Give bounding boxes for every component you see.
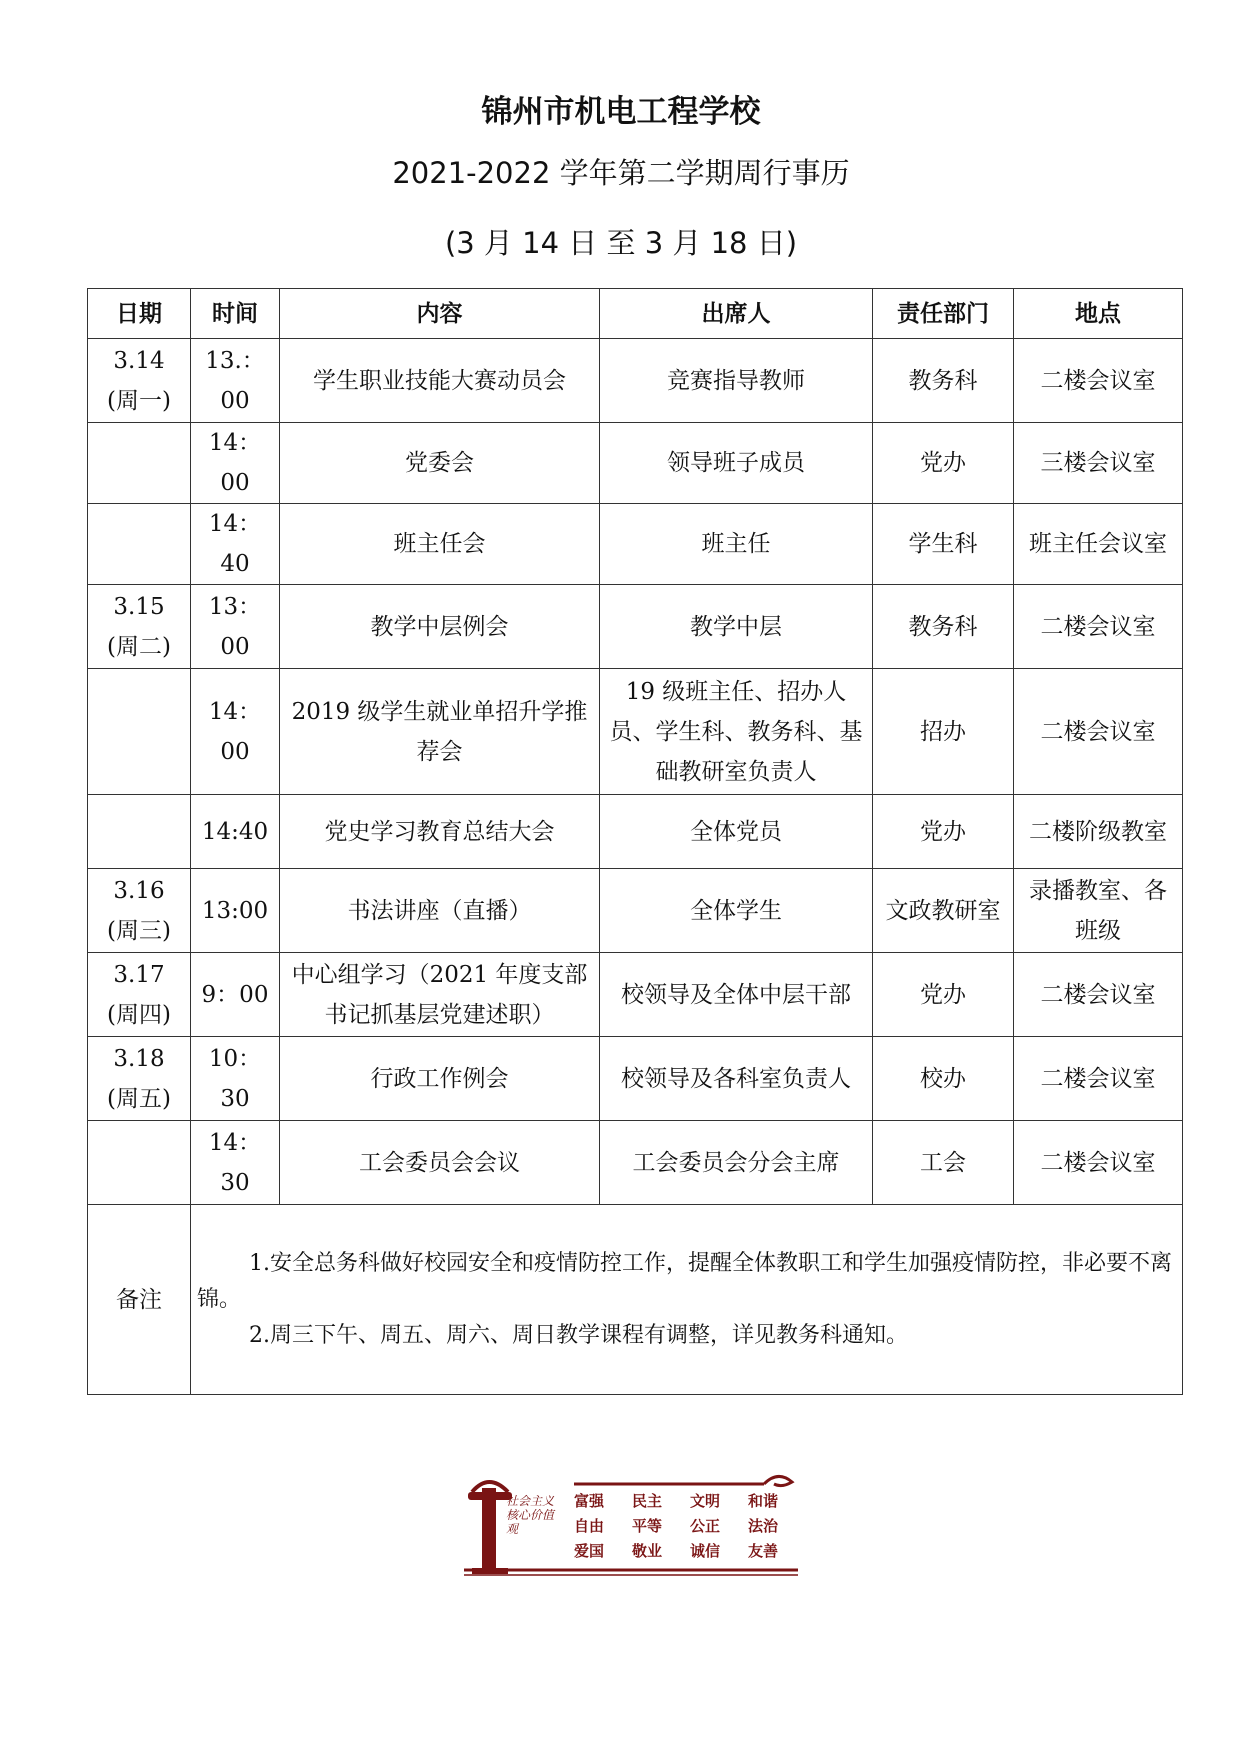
time-cell: 14：00: [191, 669, 280, 795]
table-row: [88, 585, 1183, 669]
table-row: [88, 1037, 1183, 1121]
place-cell: 三楼会议室: [1014, 423, 1183, 504]
remarks-label: 备注: [88, 1205, 191, 1395]
remarks-row: [88, 1205, 1183, 1395]
attendees-cell: 19 级班主任、招办人员、学生科、教务科、基础教研室负责人: [600, 669, 873, 795]
time-cell: 13.：00: [191, 339, 280, 423]
dept-cell: 校办: [873, 1037, 1014, 1121]
core-value: 和谐: [748, 1492, 779, 1510]
core-value: 友善: [748, 1542, 779, 1560]
table-row: [88, 339, 1183, 423]
dept-cell: 文政教研室: [873, 869, 1014, 953]
weekday-value: (周二): [107, 633, 171, 660]
school-name: 锦州市机电工程学校: [481, 94, 761, 130]
date-value: 3.17: [113, 961, 165, 988]
core-value: 富强: [574, 1492, 605, 1510]
content-cell: 书法讲座（直播）: [280, 869, 600, 953]
date-cell: [88, 795, 191, 869]
remarks-content: [191, 1205, 1183, 1395]
attendees-cell: 全体学生: [600, 869, 873, 953]
place-cell: 二楼会议室: [1014, 585, 1183, 669]
core-value: 爱国: [574, 1542, 605, 1560]
weekly-schedule-table: [87, 288, 1183, 1395]
place-cell: 二楼阶级教室: [1014, 795, 1183, 869]
date-cell: [88, 869, 191, 953]
weekday-value: (周四): [107, 1001, 171, 1028]
content-cell: 教学中层例会: [280, 585, 600, 669]
table-row: [88, 869, 1183, 953]
time-cell: 14：40: [191, 504, 280, 585]
table-header-row: [88, 289, 1183, 339]
col-header-time: 时间: [191, 289, 280, 339]
content-cell: 学生职业技能大赛动员会: [280, 339, 600, 423]
dept-cell: 招办: [873, 669, 1014, 795]
time-cell: 14:40: [191, 795, 280, 869]
dept-cell: 学生科: [873, 504, 1014, 585]
table-row: [88, 423, 1183, 504]
content-cell: 中心组学习（2021 年度支部书记抓基层党建述职）: [280, 953, 600, 1037]
content-cell: 2019 级学生就业单招升学推荐会: [280, 669, 600, 795]
dept-cell: 党办: [873, 795, 1014, 869]
table-row: [88, 953, 1183, 1037]
col-header-dept: 责任部门: [873, 289, 1014, 339]
dept-cell: 教务科: [873, 339, 1014, 423]
emblem-slogan: 社会主义核心价值观: [506, 1494, 555, 1536]
date-cell: [88, 669, 191, 795]
place-cell: 二楼会议室: [1014, 1037, 1183, 1121]
place-cell: 班主任会议室: [1014, 504, 1183, 585]
calendar-title: 2021-2022 学年第二学期周行事历: [392, 156, 850, 190]
dept-cell: 教务科: [873, 585, 1014, 669]
content-cell: 党委会: [280, 423, 600, 504]
core-value: 自由: [574, 1517, 605, 1535]
col-header-attendees: 出席人: [600, 289, 873, 339]
table-row: [88, 795, 1183, 869]
content-cell: 工会委员会会议: [280, 1121, 600, 1205]
attendees-cell: 班主任: [600, 504, 873, 585]
attendees-cell: 领导班子成员: [600, 423, 873, 504]
content-cell: 班主任会: [280, 504, 600, 585]
place-cell: 二楼会议室: [1014, 339, 1183, 423]
date-cell: [88, 585, 191, 669]
attendees-cell: 全体党员: [600, 795, 873, 869]
date-range: (3 月 14 日 至 3 月 18 日): [444, 226, 798, 260]
attendees-cell: 工会委员会分会主席: [600, 1121, 873, 1205]
table-row: [88, 504, 1183, 585]
col-header-place: 地点: [1014, 289, 1183, 339]
content-cell: 行政工作例会: [280, 1037, 600, 1121]
date-value: 3.16: [113, 877, 165, 904]
dept-cell: 党办: [873, 423, 1014, 504]
place-cell: 二楼会议室: [1014, 953, 1183, 1037]
weekday-value: (周五): [107, 1085, 171, 1112]
date-cell: [88, 423, 191, 504]
date-cell: [88, 1121, 191, 1205]
table-row: [88, 1121, 1183, 1205]
attendees-cell: 教学中层: [600, 585, 873, 669]
col-header-date: 日期: [88, 289, 191, 339]
core-value: 文明: [690, 1492, 721, 1510]
date-cell: [88, 953, 191, 1037]
date-cell: [88, 1037, 191, 1121]
time-cell: 14：30: [191, 1121, 280, 1205]
core-value: 公正: [690, 1517, 721, 1535]
core-values-grid: [574, 1490, 806, 1561]
core-value: 民主: [632, 1492, 663, 1510]
date-cell: [88, 339, 191, 423]
time-cell: 13：00: [191, 585, 280, 669]
core-values-emblem: [464, 1462, 798, 1577]
core-value: 敬业: [632, 1542, 663, 1560]
core-value: 法治: [748, 1517, 779, 1535]
remark-item: 2.周三下午、周五、周六、周日教学课程有调整，详见教务科通知。: [249, 1322, 908, 1348]
date-value: 3.15: [113, 593, 165, 620]
dept-cell: 党办: [873, 953, 1014, 1037]
time-cell: 13:00: [191, 869, 280, 953]
remark-item: 1.安全总务科做好校园安全和疫情防控工作，提醒全体教职工和学生加强疫情防控，非必要不离锦。: [197, 1250, 1172, 1312]
place-cell: 录播教室、各班级: [1014, 869, 1183, 953]
time-cell: 9：00: [191, 953, 280, 1037]
core-value: 诚信: [690, 1542, 721, 1560]
dept-cell: 工会: [873, 1121, 1014, 1205]
time-cell: 14：00: [191, 423, 280, 504]
col-header-content: 内容: [280, 289, 600, 339]
table-row: [88, 669, 1183, 795]
attendees-cell: 校领导及各科室负责人: [600, 1037, 873, 1121]
time-cell: 10：30: [191, 1037, 280, 1121]
place-cell: 二楼会议室: [1014, 669, 1183, 795]
content-cell: 党史学习教育总结大会: [280, 795, 600, 869]
date-value: 3.18: [113, 1045, 165, 1072]
attendees-cell: 竞赛指导教师: [600, 339, 873, 423]
weekday-value: (周一): [107, 387, 171, 414]
attendees-cell: 校领导及全体中层干部: [600, 953, 873, 1037]
date-cell: [88, 504, 191, 585]
date-value: 3.14: [113, 347, 165, 374]
place-cell: 二楼会议室: [1014, 1121, 1183, 1205]
weekday-value: (周三): [107, 917, 171, 944]
core-value: 平等: [632, 1517, 663, 1535]
